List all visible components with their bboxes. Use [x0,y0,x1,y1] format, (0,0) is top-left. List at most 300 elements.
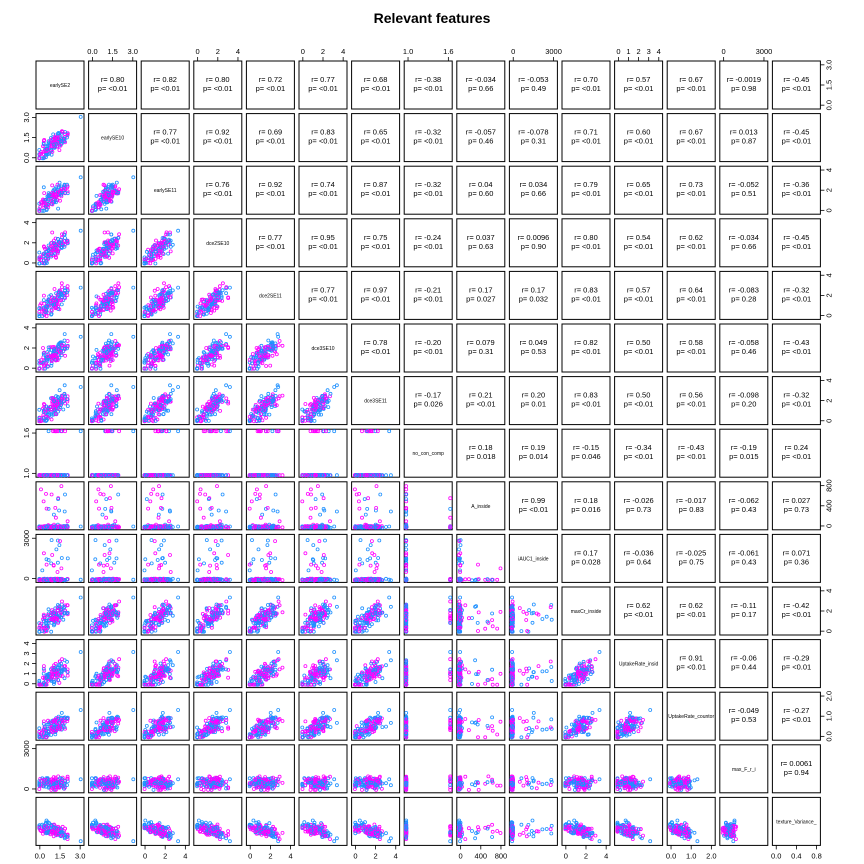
correlation-r: r= -0.32 [783,390,810,400]
correlation-r: r= -0.034 [465,75,496,84]
correlation-r: r= 0.69 [258,127,283,137]
panel-3-3 [194,219,242,267]
correlation-r: r= 0.57 [626,285,651,295]
panel-2-8 [457,166,505,214]
correlation-p: p= 0.51 [731,189,757,199]
panel-5-1 [89,324,137,372]
correlation-r: r= 0.049 [519,338,548,347]
correlation-r: r= 0.77 [258,232,283,242]
panel-6-10 [562,377,610,425]
correlation-r: r= 0.18 [469,443,493,453]
panel-0-1 [89,61,137,109]
correlation-p: p= <0.01 [781,241,812,251]
correlation-r: r= 0.79 [574,180,598,190]
correlation-r: r= 0.54 [626,232,651,242]
correlation-r: r= 0.83 [574,285,598,295]
panel-2-9 [509,166,557,214]
correlation-r: r= -0.38 [415,75,442,84]
panel-6-11 [615,377,663,425]
correlation-r: r= 0.92 [258,180,283,190]
correlation-r: r= 0.24 [784,443,809,453]
panel-2-0 [36,166,84,214]
correlation-p: p= <0.01 [308,84,338,93]
correlation-p: p= <0.01 [571,399,601,409]
panel-0-13 [720,61,768,109]
correlation-r: r= 0.78 [363,338,388,347]
panel-7-13 [720,429,768,477]
panel-0-8 [457,61,505,109]
panel-1-0 [36,114,84,162]
panel-frame [36,482,84,530]
correlation-r: r= -0.052 [728,180,759,190]
correlation-p: p= <0.01 [202,189,233,199]
correlation-p: p= 0.026 [413,399,443,409]
correlation-r: r= 0.21 [469,390,493,400]
correlation-p: p= 0.032 [518,294,549,304]
correlation-p: p= <0.01 [360,241,391,251]
panel-5-4 [246,324,294,372]
correlation-r: r= 0.72 [258,75,283,84]
panel-3-9 [509,219,557,267]
panel-3-5 [299,219,347,267]
correlation-p: p= <0.01 [413,294,444,304]
panel-0-12 [667,61,715,109]
correlation-r: r= 0.65 [626,180,651,190]
panel-frame [352,429,400,477]
panel-2-2 [141,166,189,214]
correlation-p: p= <0.01 [781,136,812,146]
panel-1-6 [352,114,400,162]
correlation-p: p= <0.01 [413,241,444,251]
correlation-p: p= <0.01 [255,136,286,146]
panel-3-14 [772,219,820,267]
correlation-p: p= <0.01 [202,136,233,146]
correlation-p: p= <0.01 [571,136,601,146]
correlation-r: r= -0.053 [518,75,549,84]
correlation-p: p= <0.01 [255,84,286,93]
correlation-p: p= <0.01 [781,347,812,356]
panel-7-0 [36,429,84,477]
panel-5-14 [772,324,820,372]
correlation-r: r= 0.64 [679,285,703,295]
panel-5-6 [352,324,400,372]
correlation-p: p= 0.49 [520,84,547,93]
panel-frame [299,429,347,477]
correlation-p: p= <0.01 [781,452,812,462]
correlation-p: p= 0.53 [520,347,547,356]
panel-5-13 [720,324,768,372]
correlation-r: r= 0.57 [626,75,651,84]
panel-2-4 [246,166,294,214]
correlation-r: r= -0.45 [783,75,810,84]
panel-frame [194,482,242,530]
panel-1-12 [667,114,715,162]
correlation-r: r= -0.17 [415,390,442,400]
correlation-p: p= <0.01 [676,294,707,304]
panel-2-11 [615,166,663,214]
panel-6-14 [772,377,820,425]
correlation-r: r= 0.97 [363,285,388,295]
correlation-r: r= 0.77 [311,75,335,84]
panel-7-12 [667,429,715,477]
panel-0-14 [772,61,820,109]
correlation-r: r= 0.0096 [517,232,550,242]
panel-8-5 [299,482,347,530]
correlation-p: p= <0.01 [781,399,812,409]
panel-7-8 [457,429,505,477]
correlation-r: r= 0.62 [679,232,703,242]
panel-0-4 [246,61,294,109]
panel-1-8 [457,114,505,162]
correlation-p: p= <0.01 [676,189,707,199]
correlation-r: r= -0.34 [625,443,652,453]
correlation-p: p= 0.87 [731,136,757,146]
panel-0-3 [194,61,242,109]
panel-2-7 [404,166,452,214]
panel-7-14 [772,429,820,477]
panel-4-3 [194,271,242,319]
correlation-p: p= <0.01 [360,136,391,146]
correlation-r: r= 0.82 [574,338,598,347]
diagonal-label: dce2SE11 [259,293,282,300]
correlation-p: p= 0.46 [468,136,494,146]
panel-8-2 [141,482,189,530]
panel-4-8 [457,271,505,319]
correlation-p: p= <0.01 [676,84,707,93]
panel-6-3 [194,377,242,425]
correlation-p: p= <0.01 [413,84,444,93]
panel-5-8 [457,324,505,372]
correlation-p: p= 0.46 [731,347,757,356]
correlation-r: r= 0.68 [363,75,388,84]
panel-2-14 [772,166,820,214]
panel-6-12 [667,377,715,425]
correlation-p: p= <0.01 [623,294,654,304]
correlation-p: p= <0.01 [150,136,181,146]
panel-3-0 [36,219,84,267]
panel-2-1 [89,166,137,214]
panel-0-5 [299,61,347,109]
panel-4-2 [141,271,189,319]
correlation-p: p= <0.01 [360,347,391,356]
panel-1-1 [89,114,137,162]
panel-7-3 [194,429,242,477]
correlation-p: p= <0.01 [571,294,601,304]
correlation-p: p= <0.01 [255,189,286,199]
correlation-r: r= 0.80 [206,75,230,84]
correlation-p: p= <0.01 [150,84,181,93]
panel-frame [36,429,84,477]
panel-5-7 [404,324,452,372]
diagonal-label: no_con_comp [412,451,444,458]
diagonal-label: dce3SE11 [364,398,387,405]
correlation-p: p= <0.01 [781,189,812,199]
panel-6-4 [246,377,294,425]
panel-1-13 [720,114,768,162]
correlation-p: p= <0.01 [465,399,496,409]
panel-frame [246,482,294,530]
panel-8-4 [246,482,294,530]
diagonal-label: earlySE10 [101,135,125,142]
panel-6-5 [299,377,347,425]
correlation-p: p= <0.01 [623,452,654,462]
panel-3-1 [89,219,137,267]
panel-3-7 [404,219,452,267]
correlation-p: p= <0.01 [308,189,338,199]
panel-frame [194,429,242,477]
correlation-p: p= <0.01 [413,347,444,356]
correlation-p: p= 0.63 [468,241,494,251]
panel-4-4 [246,271,294,319]
panel-3-6 [352,219,400,267]
panel-7-6 [352,429,400,477]
correlation-r: r= -0.45 [783,232,810,242]
correlation-r: r= -0.034 [728,232,759,242]
correlation-p: p= 0.046 [571,452,601,462]
correlation-p: p= 0.015 [729,452,759,462]
correlation-r: r= -0.058 [728,338,759,347]
panel-7-5 [299,429,347,477]
correlation-r: r= 0.95 [311,232,335,242]
correlation-p: p= <0.01 [571,84,601,93]
panel-4-0 [36,271,84,319]
panel-5-9 [509,324,557,372]
correlation-p: p= <0.01 [623,399,654,409]
correlation-p: p= <0.01 [360,84,391,93]
correlation-p: p= 0.28 [731,294,757,304]
panel-3-12 [667,219,715,267]
panel-1-4 [246,114,294,162]
correlation-r: r= -0.15 [572,443,600,453]
panel-0-6 [352,61,400,109]
correlation-r: r= -0.078 [518,127,549,137]
correlation-p: p= <0.01 [360,189,391,199]
correlation-p: p= <0.01 [202,84,233,93]
panel-2-12 [667,166,715,214]
correlation-r: r= 0.71 [574,127,598,137]
panel-1-5 [299,114,347,162]
panel-3-11 [615,219,663,267]
correlation-r: r= 0.76 [206,180,230,190]
panel-frame [141,482,189,530]
correlation-r: r= 0.80 [100,75,125,84]
panel-2-6 [352,166,400,214]
diagonal-label: earlySE11 [153,188,177,195]
panel-8-6 [352,482,400,530]
panel-0-7 [404,61,452,109]
correlation-r: r= 0.60 [626,127,651,137]
panel-frame [404,482,452,530]
correlation-r: r= 0.04 [469,180,493,190]
correlation-r: r= 0.17 [521,285,546,295]
diagonal-label: dce2SE10 [206,240,230,247]
panel-7-10 [562,429,610,477]
correlation-r: r= 0.74 [311,180,335,190]
panel-0-9 [509,61,557,109]
correlation-p: p= 0.98 [731,84,757,93]
diagonal-label: dce3SE10 [311,346,335,352]
panel-5-3 [194,324,242,372]
correlation-r: r= 0.034 [519,180,548,190]
panel-3-10 [562,219,610,267]
correlation-p: p= 0.66 [520,189,547,199]
correlation-r: r= 0.50 [626,338,651,347]
correlation-r: r= -0.32 [783,285,810,295]
correlation-p: p= <0.01 [571,241,601,251]
correlation-r: r= -0.45 [783,127,810,137]
correlation-p: p= 0.20 [731,399,757,409]
correlation-p: p= <0.01 [360,294,391,304]
panel-1-9 [509,114,557,162]
correlation-p: p= <0.01 [676,399,707,409]
correlation-r: r= 0.82 [153,75,177,84]
correlation-r: r= 0.037 [466,232,495,242]
panel-frame [352,482,400,530]
correlation-r: r= 0.17 [469,285,493,295]
correlation-p: p= <0.01 [676,241,707,251]
correlation-p: p= <0.01 [781,294,812,304]
panel-8-0 [36,482,84,530]
panel-4-9 [509,271,557,319]
panel-5-12 [667,324,715,372]
chart-title: Relevant features [373,10,491,26]
panel-frame [89,482,137,530]
correlation-r: r= 0.67 [679,75,703,84]
correlation-r: r= -0.43 [678,443,705,453]
panel-7-11 [615,429,663,477]
panel-6-1 [89,377,137,425]
panel-4-10 [562,271,610,319]
panel-5-11 [615,324,663,372]
panel-6-6 [352,377,400,425]
correlation-r: r= 0.87 [363,180,388,190]
correlation-p: p= 0.018 [466,452,496,462]
correlation-p: p= 0.014 [518,452,549,462]
correlation-p: p= <0.01 [676,452,707,462]
correlation-r: r= 0.58 [679,338,703,347]
correlation-p: p= <0.01 [571,189,601,199]
panel-0-10 [562,61,610,109]
correlation-p: p= 0.60 [468,189,494,199]
correlation-r: r= 0.70 [574,75,598,84]
correlation-r: r= 0.19 [521,443,546,453]
correlation-r: r= 0.56 [679,390,703,400]
panel-4-1 [89,271,137,319]
correlation-r: r= -0.21 [415,285,442,295]
correlation-p: p= <0.01 [308,241,338,251]
panel-7-1 [89,429,137,477]
correlation-p: p= 0.66 [731,241,757,251]
correlation-p: p= <0.01 [623,84,654,93]
correlation-r: r= -0.0019 [726,75,762,84]
correlation-r: r= 0.20 [521,390,546,400]
correlation-p: p= <0.01 [255,241,286,251]
correlation-r: r= -0.36 [783,180,810,190]
panel-3-13 [720,219,768,267]
correlation-p: p= <0.01 [781,84,812,93]
correlation-r: r= -0.19 [730,443,757,453]
correlation-r: r= -0.32 [415,180,442,190]
correlation-r: r= -0.057 [465,127,496,137]
correlation-p: p= 0.31 [468,347,494,356]
panel-3-8 [457,219,505,267]
correlation-r: r= 0.50 [626,390,651,400]
panel-6-13 [720,377,768,425]
diagonal-label: earlySE2 [49,83,71,89]
panel-2-3 [194,166,242,214]
panel-2-13 [720,166,768,214]
panel-6-8 [457,377,505,425]
panel-frame [141,429,189,477]
correlation-p: p= <0.01 [308,136,338,146]
correlation-p: p= 0.01 [520,399,547,409]
panel-6-9 [509,377,557,425]
panel-3-4 [246,219,294,267]
panel-7-7 [404,429,452,477]
panel-8-7 [404,482,452,530]
correlation-p: p= <0.01 [623,136,654,146]
correlation-r: r= -0.083 [728,285,759,295]
panel-1-3 [194,114,242,162]
correlation-p: p= <0.01 [413,136,444,146]
correlation-p: p= <0.01 [97,84,128,93]
panel-4-14 [772,271,820,319]
correlation-r: r= -0.43 [783,338,810,347]
correlation-r: r= 0.013 [729,127,758,137]
panel-1-10 [562,114,610,162]
panel-8-3 [194,482,242,530]
correlation-r: r= 0.77 [311,285,335,295]
correlation-r: r= -0.098 [728,390,759,400]
panel-0-2 [141,61,189,109]
panel-4-12 [667,271,715,319]
panel-1-2 [141,114,189,162]
correlation-r: r= 0.77 [153,127,177,137]
panel-0-0 [36,61,84,109]
correlation-r: r= -0.20 [415,338,442,347]
correlation-p: p= 0.66 [468,84,494,93]
correlation-p: p= <0.01 [623,347,654,356]
panel-1-11 [615,114,663,162]
panel-4-6 [352,271,400,319]
panel-1-7 [404,114,452,162]
correlation-p: p= <0.01 [676,136,707,146]
panel-8-1 [89,482,137,530]
panel-1-14 [772,114,820,162]
correlation-p: p= 0.90 [520,241,547,251]
panel-4-13 [720,271,768,319]
correlation-p: p= <0.01 [676,347,707,356]
correlation-p: p= 0.31 [520,136,547,146]
correlation-p: p= 0.027 [466,294,496,304]
panel-5-2 [141,324,189,372]
panel-6-2 [141,377,189,425]
correlation-p: p= <0.01 [623,241,654,251]
correlation-r: r= -0.32 [415,127,442,137]
correlation-p: p= <0.01 [623,189,654,199]
correlation-p: p= <0.01 [308,294,338,304]
correlation-r: r= 0.73 [679,180,703,190]
panel-7-2 [141,429,189,477]
correlation-r: r= 0.079 [466,338,495,347]
correlation-r: r= 0.92 [206,127,230,137]
panel-frame [246,429,294,477]
correlation-r: r= 0.83 [311,127,335,137]
panel-4-7 [404,271,452,319]
correlation-r: r= 0.75 [363,232,388,242]
panel-frame [89,429,137,477]
panel-4-5 [299,271,347,319]
